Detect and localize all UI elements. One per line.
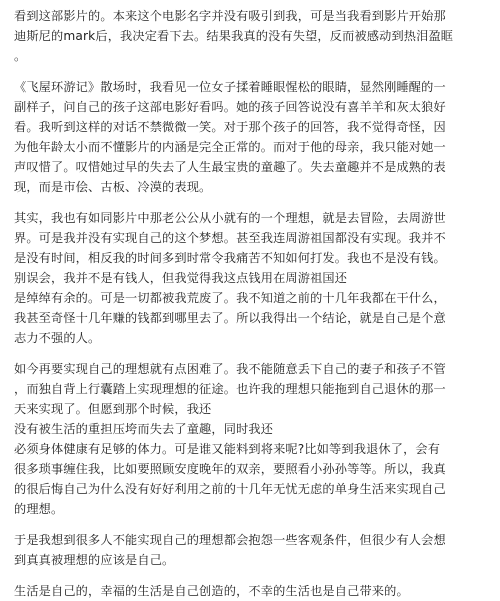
- text-line: 现，而是市侩、古板、冷漠的表现。: [14, 180, 212, 194]
- paragraph-3: [14, 208, 486, 348]
- text-line: 的很后悔自己为什么没有好好利用之前的十几年无忧无虑的单身生活来实现自己: [14, 482, 446, 496]
- text-line: 《飞屋环游记》散场时，我看见一位女子揉着睡眼惺松的眼睛，显然刚睡醒的一: [14, 80, 446, 94]
- text-line: 界。可是我并没有实现自己的这个梦想。甚至我连周游祖国都没有实现。我并不: [14, 231, 446, 245]
- text-line: 为他年龄太小而不懂影片的内涵是完全正常的。而对于他的母亲，我只能对她一: [14, 140, 446, 154]
- paragraph-6: [14, 581, 486, 601]
- text-line: 我甚至奇怪十几年赚的钱都到哪里去了。所以我得出一个结论，就是自己是个意: [14, 311, 446, 325]
- paragraph-1: [14, 6, 486, 66]
- text-line: 是没有时间，相反我的时间多到时常令我痛苦不知如何打发。我也不是没有钱。: [14, 251, 446, 265]
- text-line: 很多琐事缠住我，比如要照顾安度晚年的双亲，要照看小孙孙等等。所以，我真: [14, 462, 446, 476]
- text-line: 其实，我也有如同影片中那老公公从小就有的一个理想，就是去冒险，去周游世: [14, 211, 446, 225]
- text-line: ，而独自背上行囊踏上实现理想的征途。也许我的理想只能拖到自己退休的那一: [14, 382, 446, 396]
- text-line: 声叹惜了。叹惜她过早的失去了人生最宝贵的童趣了。失去童趣并不是成熟的表: [14, 160, 446, 174]
- paragraph-5: [14, 530, 486, 570]
- text-line: 看到这部影片的。本来这个电影名字并没有吸引到我，可是当我看到影片开始那: [14, 9, 446, 23]
- text-line: 必须身体健康有足够的体力。可是谁又能料到将来呢?比如等到我退休了，会有: [14, 442, 441, 456]
- text-line: 迪斯尼的mark后，我决定看下去。结果我真的没有失望，反而被感动到热泪盈眶: [14, 29, 454, 43]
- text-line: 没有被生活的重担压垮而失去了童趣，同时我还: [14, 422, 274, 436]
- paragraph-4: [14, 359, 486, 519]
- text-line: 于是我想到很多人不能实现自己的理想都会抱怨一些客观条件，但很少有人会想: [14, 533, 446, 547]
- paragraph-2: [14, 77, 486, 197]
- text-line: 到真真被理想的应该是自己。: [14, 553, 175, 567]
- text-line: 如今再要实现自己的理想就有点困难了。我不能随意丢下自己的妻子和孩子不管: [14, 362, 446, 376]
- text-line: 是绰绰有余的。可是一切都被我荒废了。我不知道之前的十几年我都在干什么，: [14, 291, 446, 305]
- text-line: 的理想。: [14, 502, 64, 516]
- text-line: 别误会，我并不是有钱人，但我觉得我这点钱用在周游祖国还: [14, 271, 348, 285]
- text-line: 副样子，问自己的孩子这部电影好看吗。她的孩子回答说没有喜羊羊和灰太狼好: [14, 100, 446, 114]
- text-line: 看。我听到这样的对话不禁微微一笑。对于那个孩子的回答，我不觉得奇怪，因: [14, 120, 446, 134]
- text-line: 天来实现了。但愿到那个时候，我还: [14, 402, 212, 416]
- text-line: 志力不强的人。: [14, 331, 101, 345]
- text-line: 生活是自己的，幸福的生活是自己创造的，不幸的生活也是自己带来的。: [14, 584, 409, 598]
- text-line: 。: [14, 49, 27, 63]
